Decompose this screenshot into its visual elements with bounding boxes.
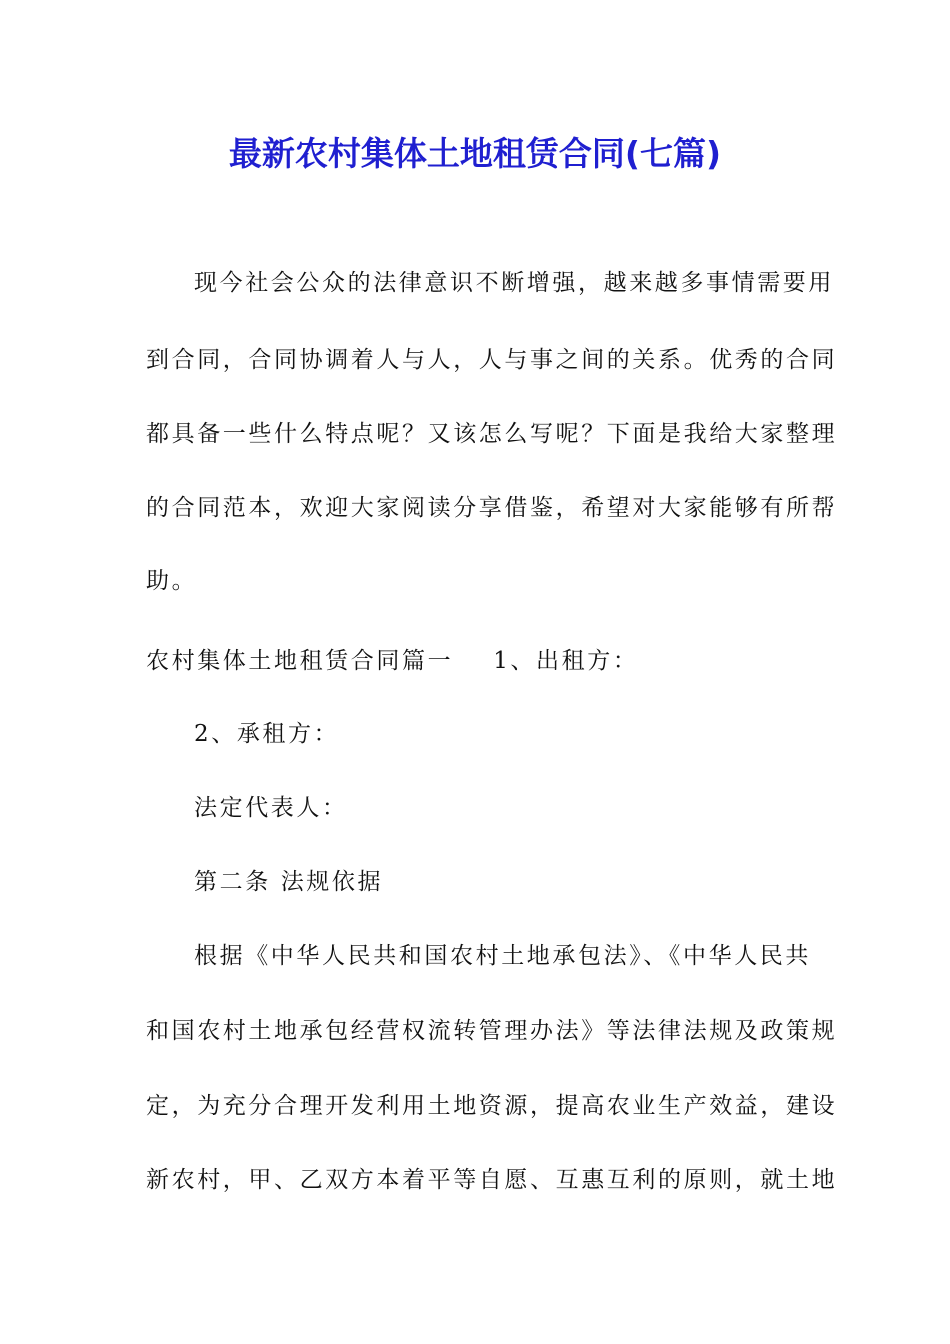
intro-line-5: 助。 [146, 568, 198, 594]
document-title: 最新农村集体土地租赁合同(七篇) [228, 134, 722, 173]
item-lessee: 2、承租方： [194, 721, 340, 747]
intro-line-3: 都具备一些什么特点呢？又该怎么写呢？下面是我给大家整理 [146, 421, 838, 447]
legal-representative: 法定代表人： [194, 795, 348, 821]
article-heading: 第二条 法规依据 [194, 869, 384, 895]
body-line-4: 新农村，甲、乙双方本着平等自愿、互惠互利的原则，就土地 [146, 1167, 838, 1193]
item-lessor: 1、出租方： [493, 648, 639, 674]
section-heading-line [146, 641, 638, 681]
intro-line-2: 到合同，合同协调着人与人，人与事之间的关系。优秀的合同 [146, 347, 838, 373]
intro-line-4: 的合同范本，欢迎大家阅读分享借鉴，希望对大家能够有所帮 [146, 495, 838, 521]
intro-line-1: 现今社会公众的法律意识不断增强，越来越多事情需要用 [194, 270, 834, 296]
body-line-2: 和国农村土地承包经营权流转管理办法》等法律法规及政策规 [146, 1018, 838, 1044]
body-line-3: 定，为充分合理开发利用土地资源，提高农业生产效益，建设 [146, 1093, 838, 1119]
body-line-1: 根据《中华人民共和国农村土地承包法》、《中华人民共 [194, 943, 811, 969]
section-heading: 农村集体土地租赁合同篇一 [146, 648, 454, 674]
